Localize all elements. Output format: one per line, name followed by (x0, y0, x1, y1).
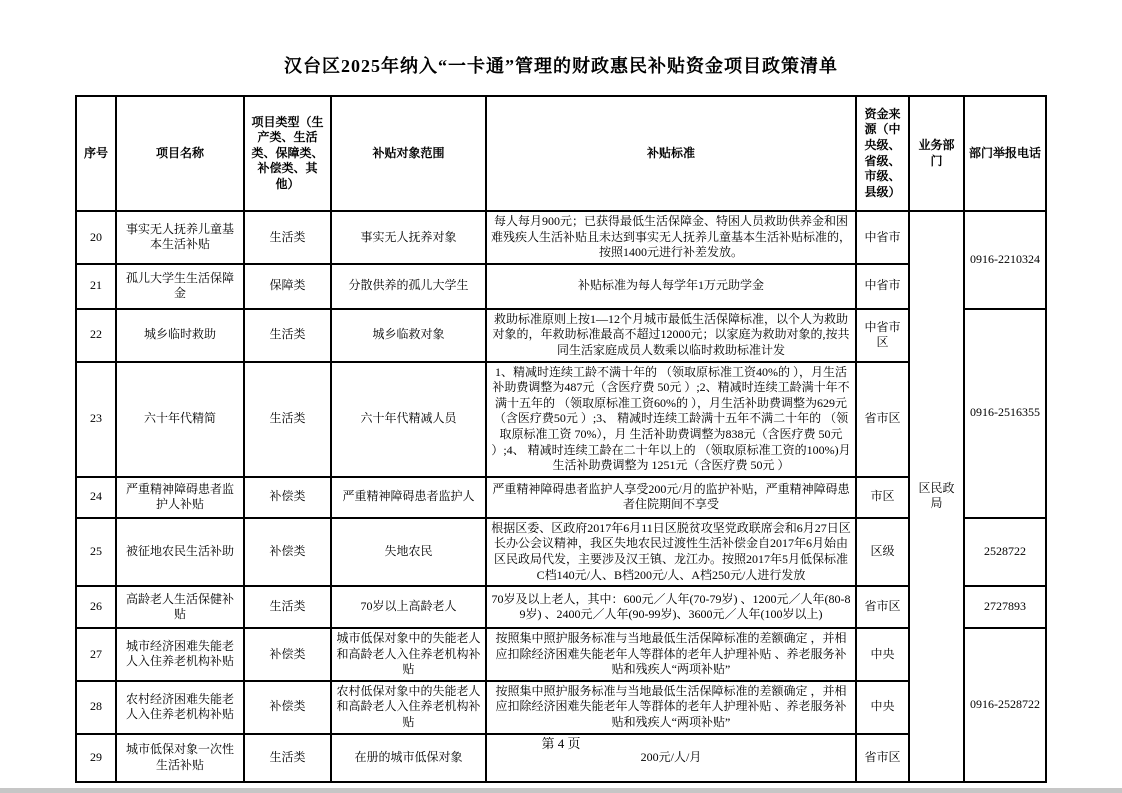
serial-cell: 20 (76, 211, 116, 264)
project-name-cell: 严重精神障碍患者监护人补贴 (116, 477, 244, 518)
source-cell: 区级 (856, 518, 909, 586)
target-cell: 70岁以上高龄老人 (331, 586, 486, 628)
project-name-cell: 孤儿大学生生活保障金 (116, 264, 244, 309)
standard-cell: 按照集中照护服务标准与当地最低生活保障标准的差额确定 ，并相应扣除经济困难失能老年人等群体的老年人护理补贴 、养老服务补贴和残疾人“两项补贴” (486, 681, 856, 734)
phone-cell: 2727893 (964, 586, 1046, 628)
serial-cell: 24 (76, 477, 116, 518)
phone-cell: 0916-2516355 (964, 309, 1046, 518)
project-type-cell: 补偿类 (244, 681, 331, 734)
source-cell: 省市区 (856, 362, 909, 477)
standard-cell: 70岁及以上老人，其中：600元／人年(70-79岁) 、1200元／人年(80-89岁) 、2400元／人年(90-99岁)、3600元／人年(100岁以上) (486, 586, 856, 628)
serial-cell: 28 (76, 681, 116, 734)
source-cell: 省市区 (856, 586, 909, 628)
source-cell: 中省市 (856, 264, 909, 309)
table-row (76, 362, 1046, 477)
table-row (76, 477, 1046, 518)
standard-cell: 救助标准原则上按1—12个月城市最低生活保障标准，以个人为救助对象的，年救助标准最高不超过12000元；以家庭为救助对象的,按共同生活家庭成员人数乘以临时救助标准计发 (486, 309, 856, 362)
table-row (76, 681, 1046, 734)
standard-cell: 200元/人/月 (486, 734, 856, 782)
phone-cell: 2528722 (964, 518, 1046, 586)
project-type-cell: 生活类 (244, 734, 331, 782)
table-row (76, 309, 1046, 362)
source-cell: 省市区 (856, 734, 909, 782)
project-name-cell: 城市经济困难失能老人入住养老机构补贴 (116, 628, 244, 681)
policy-table (75, 95, 1047, 783)
project-type-cell: 补偿类 (244, 628, 331, 681)
project-type-cell: 生活类 (244, 586, 331, 628)
col-header-project-type: 项目类型（生产类、生活类、保障类、补偿类、其他） (244, 96, 331, 211)
target-cell: 事实无人抚养对象 (331, 211, 486, 264)
serial-cell: 21 (76, 264, 116, 309)
col-header-project-name: 项目名称 (116, 96, 244, 211)
col-header-target-scope: 补贴对象范围 (331, 96, 486, 211)
table-row (76, 628, 1046, 681)
target-cell: 城市低保对象中的失能老人和高龄老人入住养老机构补贴 (331, 628, 486, 681)
project-name-cell: 高龄老人生活保健补贴 (116, 586, 244, 628)
project-name-cell: 六十年代精简 (116, 362, 244, 477)
standard-cell: 每人每月900元；已获得最低生活保障金、特困人员救助供养金和困难残疾人生活补贴且未达到事实无人抚养儿童基本生活补贴标准的，按照1400元进行补差发放。 (486, 211, 856, 264)
target-cell: 在册的城市低保对象 (331, 734, 486, 782)
phone-cell: 0916-2528722 (964, 628, 1046, 782)
col-header-department: 业务部门 (909, 96, 964, 211)
source-cell: 中央 (856, 628, 909, 681)
source-cell: 中省市 (856, 211, 909, 264)
serial-cell: 27 (76, 628, 116, 681)
target-cell: 城乡临救对象 (331, 309, 486, 362)
standard-cell: 1、精减时连续工龄不满十年的 （领取原标准工资40%的 ），月生活补助费调整为487元（含医疗费 50元 ）;2、精减时连续工龄满十年不满十五年的 （领取原标准工资60%的 ），月生活补助费调整为629元（含医疗费50元 ）;3、 精减时连续工龄满十五年不满二十年的 （领取原标准工资 70%），月 生活补助费调整为838元（含医疗费 50元 ）;4、 精减时连续工龄在二十年以上的 （领取原标准工资的100%)月生活补助费调整为 1251元（含医疗费 50元 ） (486, 362, 856, 477)
serial-cell: 29 (76, 734, 116, 782)
table-row (76, 518, 1046, 586)
standard-cell: 按照集中照护服务标准与当地最低生活保障标准的差额确定 ，并相应扣除经济困难失能老年人等群体的老年人护理补贴 、养老服务补贴和残疾人“两项补贴” (486, 628, 856, 681)
serial-cell: 22 (76, 309, 116, 362)
project-type-cell: 生活类 (244, 362, 331, 477)
source-cell: 中央 (856, 681, 909, 734)
project-name-cell: 被征地农民生活补助 (116, 518, 244, 586)
project-name-cell: 城市低保对象一次性生活补贴 (116, 734, 244, 782)
col-header-report-phone: 部门举报电话 (964, 96, 1046, 211)
serial-cell: 26 (76, 586, 116, 628)
project-type-cell: 保障类 (244, 264, 331, 309)
page-number: 第 4 页 (541, 736, 581, 751)
header-row (76, 96, 1046, 211)
project-type-cell: 补偿类 (244, 477, 331, 518)
target-cell: 严重精神障碍患者监护人 (331, 477, 486, 518)
target-cell: 六十年代精减人员 (331, 362, 486, 477)
col-header-serial: 序号 (76, 96, 116, 211)
department-cell: 区民政局 (909, 211, 964, 782)
table-row (76, 264, 1046, 309)
project-type-cell: 补偿类 (244, 518, 331, 586)
col-header-fund-source: 资金来源（中央级、省级、市级、县级） (856, 96, 909, 211)
source-cell: 中省市区 (856, 309, 909, 362)
project-type-cell: 生活类 (244, 309, 331, 362)
project-name-cell: 农村经济困难失能老人入住养老机构补贴 (116, 681, 244, 734)
standard-cell: 补贴标准为每人每学年1万元助学金 (486, 264, 856, 309)
standard-cell: 根据区委、区政府2017年6月11日区脱贫攻坚党政联席会和6月27日区长办公会议精神，我区失地农民过渡性生活补偿金自2017年6月始由区民政局代发，主要涉及汉王镇、龙江办。按照2017年5月低保标准C档140元/人、B档200元/人、A档250元/人进行发放 (486, 518, 856, 586)
project-name-cell: 城乡临时救助 (116, 309, 244, 362)
target-cell: 分散供养的孤儿大学生 (331, 264, 486, 309)
table-row (76, 586, 1046, 628)
target-cell: 农村低保对象中的失能老人和高龄老人入住养老机构补贴 (331, 681, 486, 734)
standard-cell: 严重精神障碍患者监护人享受200元/月的监护补贴，严重精神障碍患者住院期间不享受 (486, 477, 856, 518)
col-header-standard: 补贴标准 (486, 96, 856, 211)
target-cell: 失地农民 (331, 518, 486, 586)
phone-cell: 0916-2210324 (964, 211, 1046, 309)
serial-cell: 25 (76, 518, 116, 586)
project-name-cell: 事实无人抚养儿童基本生活补贴 (116, 211, 244, 264)
window-bottom-edge (0, 788, 1122, 793)
source-cell: 市区 (856, 477, 909, 518)
page-title: 汉台区2025年纳入“一卡通”管理的财政惠民补贴资金项目政策清单 (284, 56, 838, 76)
table-row (76, 211, 1046, 264)
project-type-cell: 生活类 (244, 211, 331, 264)
serial-cell: 23 (76, 362, 116, 477)
